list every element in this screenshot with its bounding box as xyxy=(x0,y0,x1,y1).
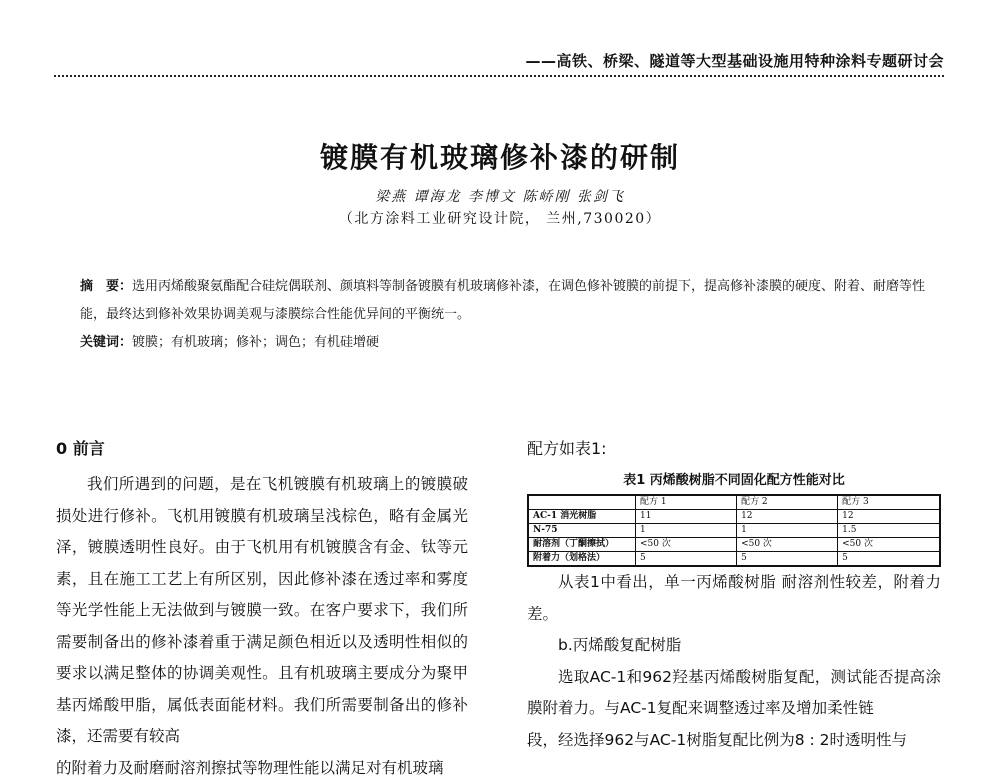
table-header-cell: 配方 2 xyxy=(737,495,838,510)
header-rule xyxy=(54,75,944,77)
blend-paragraph-cut-line: 段，经选择962与AC-1树脂复配比例为8 : 2时透明性与 xyxy=(527,725,941,757)
subheading-acrylic-blend: b.丙烯酸复配树脂 xyxy=(527,630,941,662)
keywords-text: 镀膜；有机玻璃；修补；调色；有机硅增硬 xyxy=(132,335,379,350)
table-caption: 表1 丙烯酸树脂不同固化配方性能对比 xyxy=(527,469,941,488)
keywords xyxy=(80,329,940,357)
table-header-cell: 配方 3 xyxy=(838,495,940,510)
table-cell: 1 xyxy=(737,524,838,538)
introduction-paragraph: 我们所遇到的问题，是在飞机镀膜有机玻璃上的镀膜破损处进行修补。飞机用镀膜有机玻璃呈浅棕色，略有金属光泽，镀膜透明性良好。由于飞机用有机镀膜含有金、钛等元素，且在施工工艺上有所区别，因此修补漆在透过率和雾度等光学性能上无法做到与镀膜一致。在客户要求下，我们所需要制备出的修补漆着重于满足颜色相近以及透明性相似的要求以满足整体的协调美观性。且有机玻璃主要成分为聚甲基丙烯酸甲脂，属低表面能材料。我们所需要制备出的修补漆，还需要有较高 xyxy=(56,469,468,753)
abstract-label: 摘 要： xyxy=(80,279,132,294)
table-cell: N-75 xyxy=(528,524,636,538)
table-row xyxy=(528,510,940,524)
table-cell: 5 xyxy=(636,552,737,567)
authors: 梁燕 谭海龙 李博文 陈峤刚 张剑飞 xyxy=(0,186,1000,206)
table-discussion-paragraph: 从表1中看出，单一丙烯酸树脂 耐溶剂性较差，附着力差。 xyxy=(527,567,941,630)
table-row xyxy=(528,552,940,567)
abstract xyxy=(80,273,940,357)
abstract-text: 选用丙烯酸聚氨酯配合硅烷偶联剂、颜填料等制备镀膜有机玻璃修补漆，在调色修补镀膜的前提下，提高修补漆膜的硬度、附着、耐磨等性能，最终达到修补效果协调美观与漆膜综合性能优异间的平衡统一。 xyxy=(80,279,925,322)
introduction-paragraph-cut-line: 的附着力及耐磨耐溶剂擦拭等物理性能以满足对有机玻璃 xyxy=(56,753,468,784)
table-cell: 附着力（划格法） xyxy=(528,552,636,567)
blend-paragraph: 选取AC-1和962羟基丙烯酸树脂复配，测试能否提高涂膜附着力。与AC-1复配来调整透过率及增加柔性链 xyxy=(527,662,941,725)
formula-comparison-table xyxy=(527,494,941,567)
section-heading-introduction: 0 前言 xyxy=(56,437,468,461)
right-column xyxy=(527,437,941,756)
table-cell: 12 xyxy=(737,510,838,524)
table-header-cell: 配方 1 xyxy=(636,495,737,510)
table-row xyxy=(528,538,940,552)
table-cell: <50 次 xyxy=(636,538,737,552)
running-header: ——高铁、桥梁、隧道等大型基础设施用特种涂料专题研讨会 xyxy=(525,50,944,71)
paper-title: 镀膜有机玻璃修补漆的研制 xyxy=(0,136,1000,176)
table-header-row xyxy=(528,495,940,510)
table-intro-text: 配方如表1: xyxy=(527,437,941,461)
left-column xyxy=(56,437,468,784)
table-cell: 12 xyxy=(838,510,940,524)
table-cell: AC-1 消光树脂 xyxy=(528,510,636,524)
abstract-body xyxy=(80,273,940,329)
table-cell: 1.5 xyxy=(838,524,940,538)
table-row xyxy=(528,524,940,538)
table-cell: 5 xyxy=(737,552,838,567)
table-cell: 5 xyxy=(838,552,940,567)
table-cell: 11 xyxy=(636,510,737,524)
table-cell: 耐溶剂（丁酮擦拭） xyxy=(528,538,636,552)
table-cell: 1 xyxy=(636,524,737,538)
table-cell: <50 次 xyxy=(737,538,838,552)
keywords-label: 关键词： xyxy=(80,335,132,350)
affiliation: （北方涂料工业研究设计院， 兰州,730020） xyxy=(0,208,1000,228)
table-cell: <50 次 xyxy=(838,538,940,552)
table-header-cell xyxy=(528,495,636,510)
